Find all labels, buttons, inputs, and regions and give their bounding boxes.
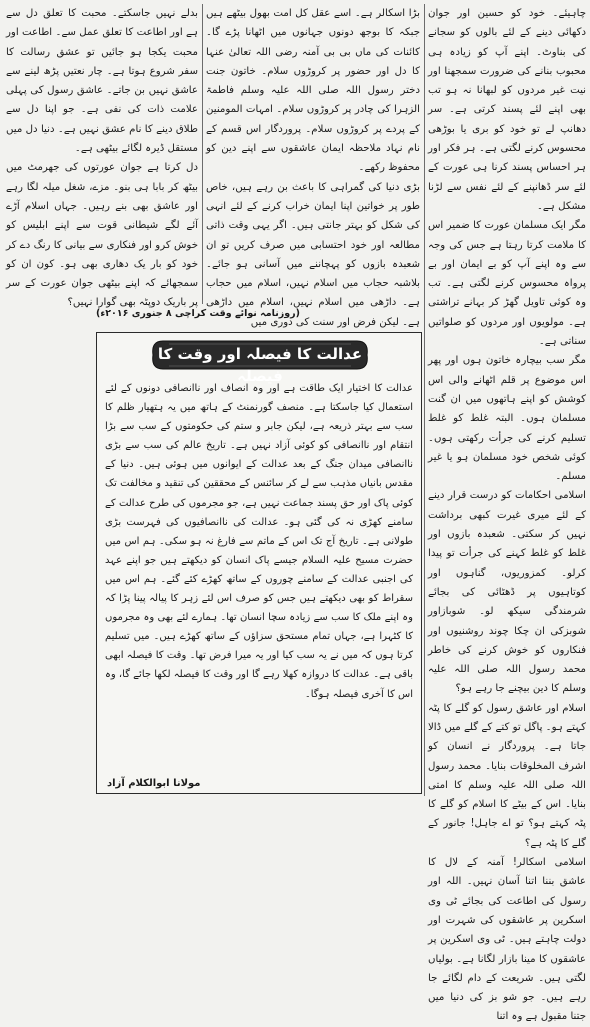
right-column-paragraph: مگر سب بیچارہ خاتون ہوں اور پھر اس موضوع پر قلم اٹھانے والی اس کوشش کو اپنے ہاتھوں میں ان گنت مسلمان ہوں۔ البتہ غلط کو غلط تسلیم کرنے کی جرأت رکھتی ہوں۔ کوئی شخص خود مسلمان ہو یا غیر مسلم۔ [428, 355, 586, 483]
middle-column-paragraph: بڑی دنیا کی گمراہی کا باعث بن رہے ہیں، خاص طور پر خواتین اپنا ایمان خراب کرنے کے لئے انہی کی شکل کو بہتر جانتی ہیں۔ اگر یہی وقت ذاتی مطالعہ اور خود احتسابی میں صرف کریں تو ان شعبدہ بازوں کو پہچاننے میں آسانی ہو جائے۔ بلاشبہ حجاب میں اسلام نہیں، اسلام میں حجاب ہے۔ داڑھی میں اسلام نہیں، اسلام میں داڑھی ہے۔ لیکن فرض اور سنت کی دوری میں [206, 181, 420, 328]
right-column-paragraph: اسلامی اسکالر! آمنہ کے لال کا عاشق بننا اتنا آسان نہیں۔ اللہ اور رسول کی اطاعت کی بجائے ٹی وی اسکرین پر عاشقوں کی شہرت اور دولت چاہتے ہیں۔ ٹی وی اسکرین پر عاشقوں کا مینا بازار لگانا ہے۔ بولیاں لگتی ہیں۔ شریعت کے دام لگائے جا رہے ہیں۔ جو شو بز کی دنیا میں جتنا مقبول ہے وہ اتنا [428, 857, 586, 1023]
column-divider [424, 4, 425, 796]
left-column-paragraph: دل کرتا ہے جوان عورتوں کی جھرمٹ میں بیٹھ کر بابا ہی بنو۔ مزے، شغل میلہ لگا رہے اور عاشق بھی بنے رہیں۔ جہاں اسلام آڑے آئے لگے شیطانی قوت سے اپنے ابلیس کو خوش کرو اور فنکاری سے بیانی کا رنگ دے کر خود کو بار یک دھاری بھی ہو۔ کون ان کو سمجھائے کہ اپنے بیٹھی جوان عورت کے سر پر باریک دوپٹہ بھی گوارا نہیں؟ [6, 162, 198, 309]
right-column [428, 4, 586, 1023]
left-column-paragraph: بدلے نہیں جاسکتے۔ محبت کا تعلق دل سے ہے اور اطاعت کا تعلق عمل سے۔ اطاعت اور محبت یکجا ہو جائیں تو عشق رسالت کا سفر شروع ہوتا ہے۔ چار نعتیں پڑھ لینے سے عاشق نہیں بن جاتے۔ عاشق رسول کی پہلی علامت ذات کی نفی ہے۔ جو اپنا دل سے طلاق دینے کا نام عشق نہیں ہے۔ دنیا دل میں مستقل ڈیرہ لگائے بیٹھی ہے۔ [6, 8, 198, 155]
left-column [6, 4, 198, 309]
middle-column [206, 4, 420, 328]
right-column-paragraph: اسلام اور عاشق رسول کو گلے کا پٹہ کہتے ہو۔ پاگل تو کتے کے گلے میں ڈالا جاتا ہے۔ پروردگار نے انسان کو اشرف المخلوقات بنایا۔ محمد رسول اللہ صلی اللہ علیہ وسلم کا امتی بنایا۔ اس کے بیٹے کا اسلام کو گلے کا پٹہ کہتے ہو؟ تو اے جاہل! جانور کے گلے کا پٹہ ہے؟ [428, 702, 586, 849]
article-title: عدالت کا فیصلہ اور وقت کا فیصلہ [157, 345, 363, 385]
article-byline: مولانا ابوالکلام آزاد [107, 778, 201, 789]
article-body: عدالت کا اختیار ایک طاقت ہے اور وہ انصاف اور ناانصافی دونوں کے لئے استعمال کیا جاسکتا ہے۔ منصف گورنمنٹ کے ہاتھ میں یہ ہتھیار ظلم کا سب سے بہتر ذریعہ ہے، لیکن جابر و ستم کی حکومتوں کے سب سے بڑا انتقام اور ناانصافی کو کوئی آزاد نہیں ہے۔ تاریخ عالم کی سب سے بڑی ناانصافی میدان جنگ کے بعد عدالت کے ایوانوں میں ہوئی ہیں۔ دنیا کے مقدس بانیاں مذہب سے لے کر سائنس کے محققین کی تنقید و مخالفت تک کوئی پاک اور حق پسند جماعت نہیں ہے، جو مجرموں کی طرح عدالت کے سامنے کھڑی نہ کی گئی ہو۔ عدالت کی ناانصافیوں کی فہرست بڑی طولانی ہے۔ تاریخ آج تک اس کے ماتم سے فارغ نہ ہو سکی۔ ہم اس میں حضرت مسیح علیہ السلام جیسے پاک انسان کو دیکھتے ہیں جو اپنے عہد کی اجنبی عدالت کے سامنے چوروں کے ساتھ کھڑے کئے گئے۔ ہم اس میں سقراط کو بھی دیکھتے ہیں جس کو صرف اس لئے زہر کا پیالہ پینا پڑا کہ وہ اپنے ملک کا سب سے زیادہ سچا انسان تھا۔ ہمارے لئے بھی وہ مجرموں کا کٹہرا ہے، جہاں تمام مستحق سزاؤں کے ساتھ کھڑے ہیں۔ میں تسلیم کرتا ہوں کہ میں نے یہ سب کیا اور یہ میرا فرض تھا۔ وقت کا فیصلہ ابھی باقی ہے۔ عدالت کا دروازہ کھلا رہے گا اور وقت کا فیصلہ لکھا جائے گا، وہ اس کا آخری فیصلہ ہوگا۔ [105, 383, 413, 700]
column-divider [202, 4, 203, 304]
right-column-paragraph: مگر ایک مسلمان عورت کا ضمیر اس کا ملامت کرتا رہتا ہے جس کی وجہ سے وہ اپنے آپ کو بے ایمان اور بے پرواہ محسوس کرنے لگتی ہے۔ تب وہ کوئی تاویل گھڑ کر بہانے تراشتی ہے۔ مولویوں اور مردوں کو صلواتیں سناتی ہے۔ [428, 220, 586, 348]
right-column-paragraph: اسلامی احکامات کو درست قرار دینے کے لئے میری غیرت کبھی برداشت نہیں کر سکتی۔ شعبدہ بازوں اور غلط کو غلط کہنے کی جرأت تو پیدا کرلو۔ کمزوریوں، گناہوں اور کوتاہیوں پر ڈھٹائی کی بجائے شرمندگی سیکھ لو۔ شوبازاور شوبزکی ان چکا چوند روشنیوں اور فنکاروں کو خوش کرنے کی خاطر محمد رسول اللہ صلی اللہ علیہ وسلم کا دین بیچنے جا رہے ہو؟ [428, 490, 586, 695]
boxed-article [96, 332, 422, 794]
middle-column-paragraph: بڑا اسکالر ہے۔ اسے عقل کل امت بھول بیٹھے ہیں جبکہ کا بوجھ دونوں جہانوں میں اٹھانا پڑے گا۔ کائنات کی ماں بی بی آمنہ رضی اللہ تعالیٰ عنہا کا دل اور حضور پر کروڑوں سلام۔ خاتون جنت دختر رسول اللہ صلی اللہ علیہ وسلم فاطمۃ الزہرا کی چادر پر کروڑوں سلام۔ امہات المومنین کے پردے پر کروڑوں سلام۔ پروردگار اس قسم کے نام نہاد ملاحظہ ایمان عاشقوں سے اپنے دین کو محفوظ رکھے۔ [206, 8, 420, 174]
article-title-banner [149, 339, 371, 385]
source-citation: (روزنامہ نوائے وقت کراچی ۸ جنوری ۲۰۱۶ء) [96, 308, 300, 319]
right-column-paragraph: چاہیئے۔ خود کو حسین اور جوان دکھائی دینے کے لئے بالوں کو سجانے کی بناوٹ۔ اپنے آپ کو زیادہ ہی محبوب بنانے کی ضرورت سمجھنا اور نیت غیر مردوں کو لبھانا نہ ہو تب بھی اپنے لئے پسند کرتی ہے۔ سر دھانپ لے تو خود کو بری یا بوڑھی محسوس کرنے لگتی ہے۔ ہر فکر اور ہر احساس پسند کرنا ہی عورت کے لئے سر ڈھانپنے کے لئے نفس سے لڑنا مشکل ہے۔ [428, 8, 586, 212]
